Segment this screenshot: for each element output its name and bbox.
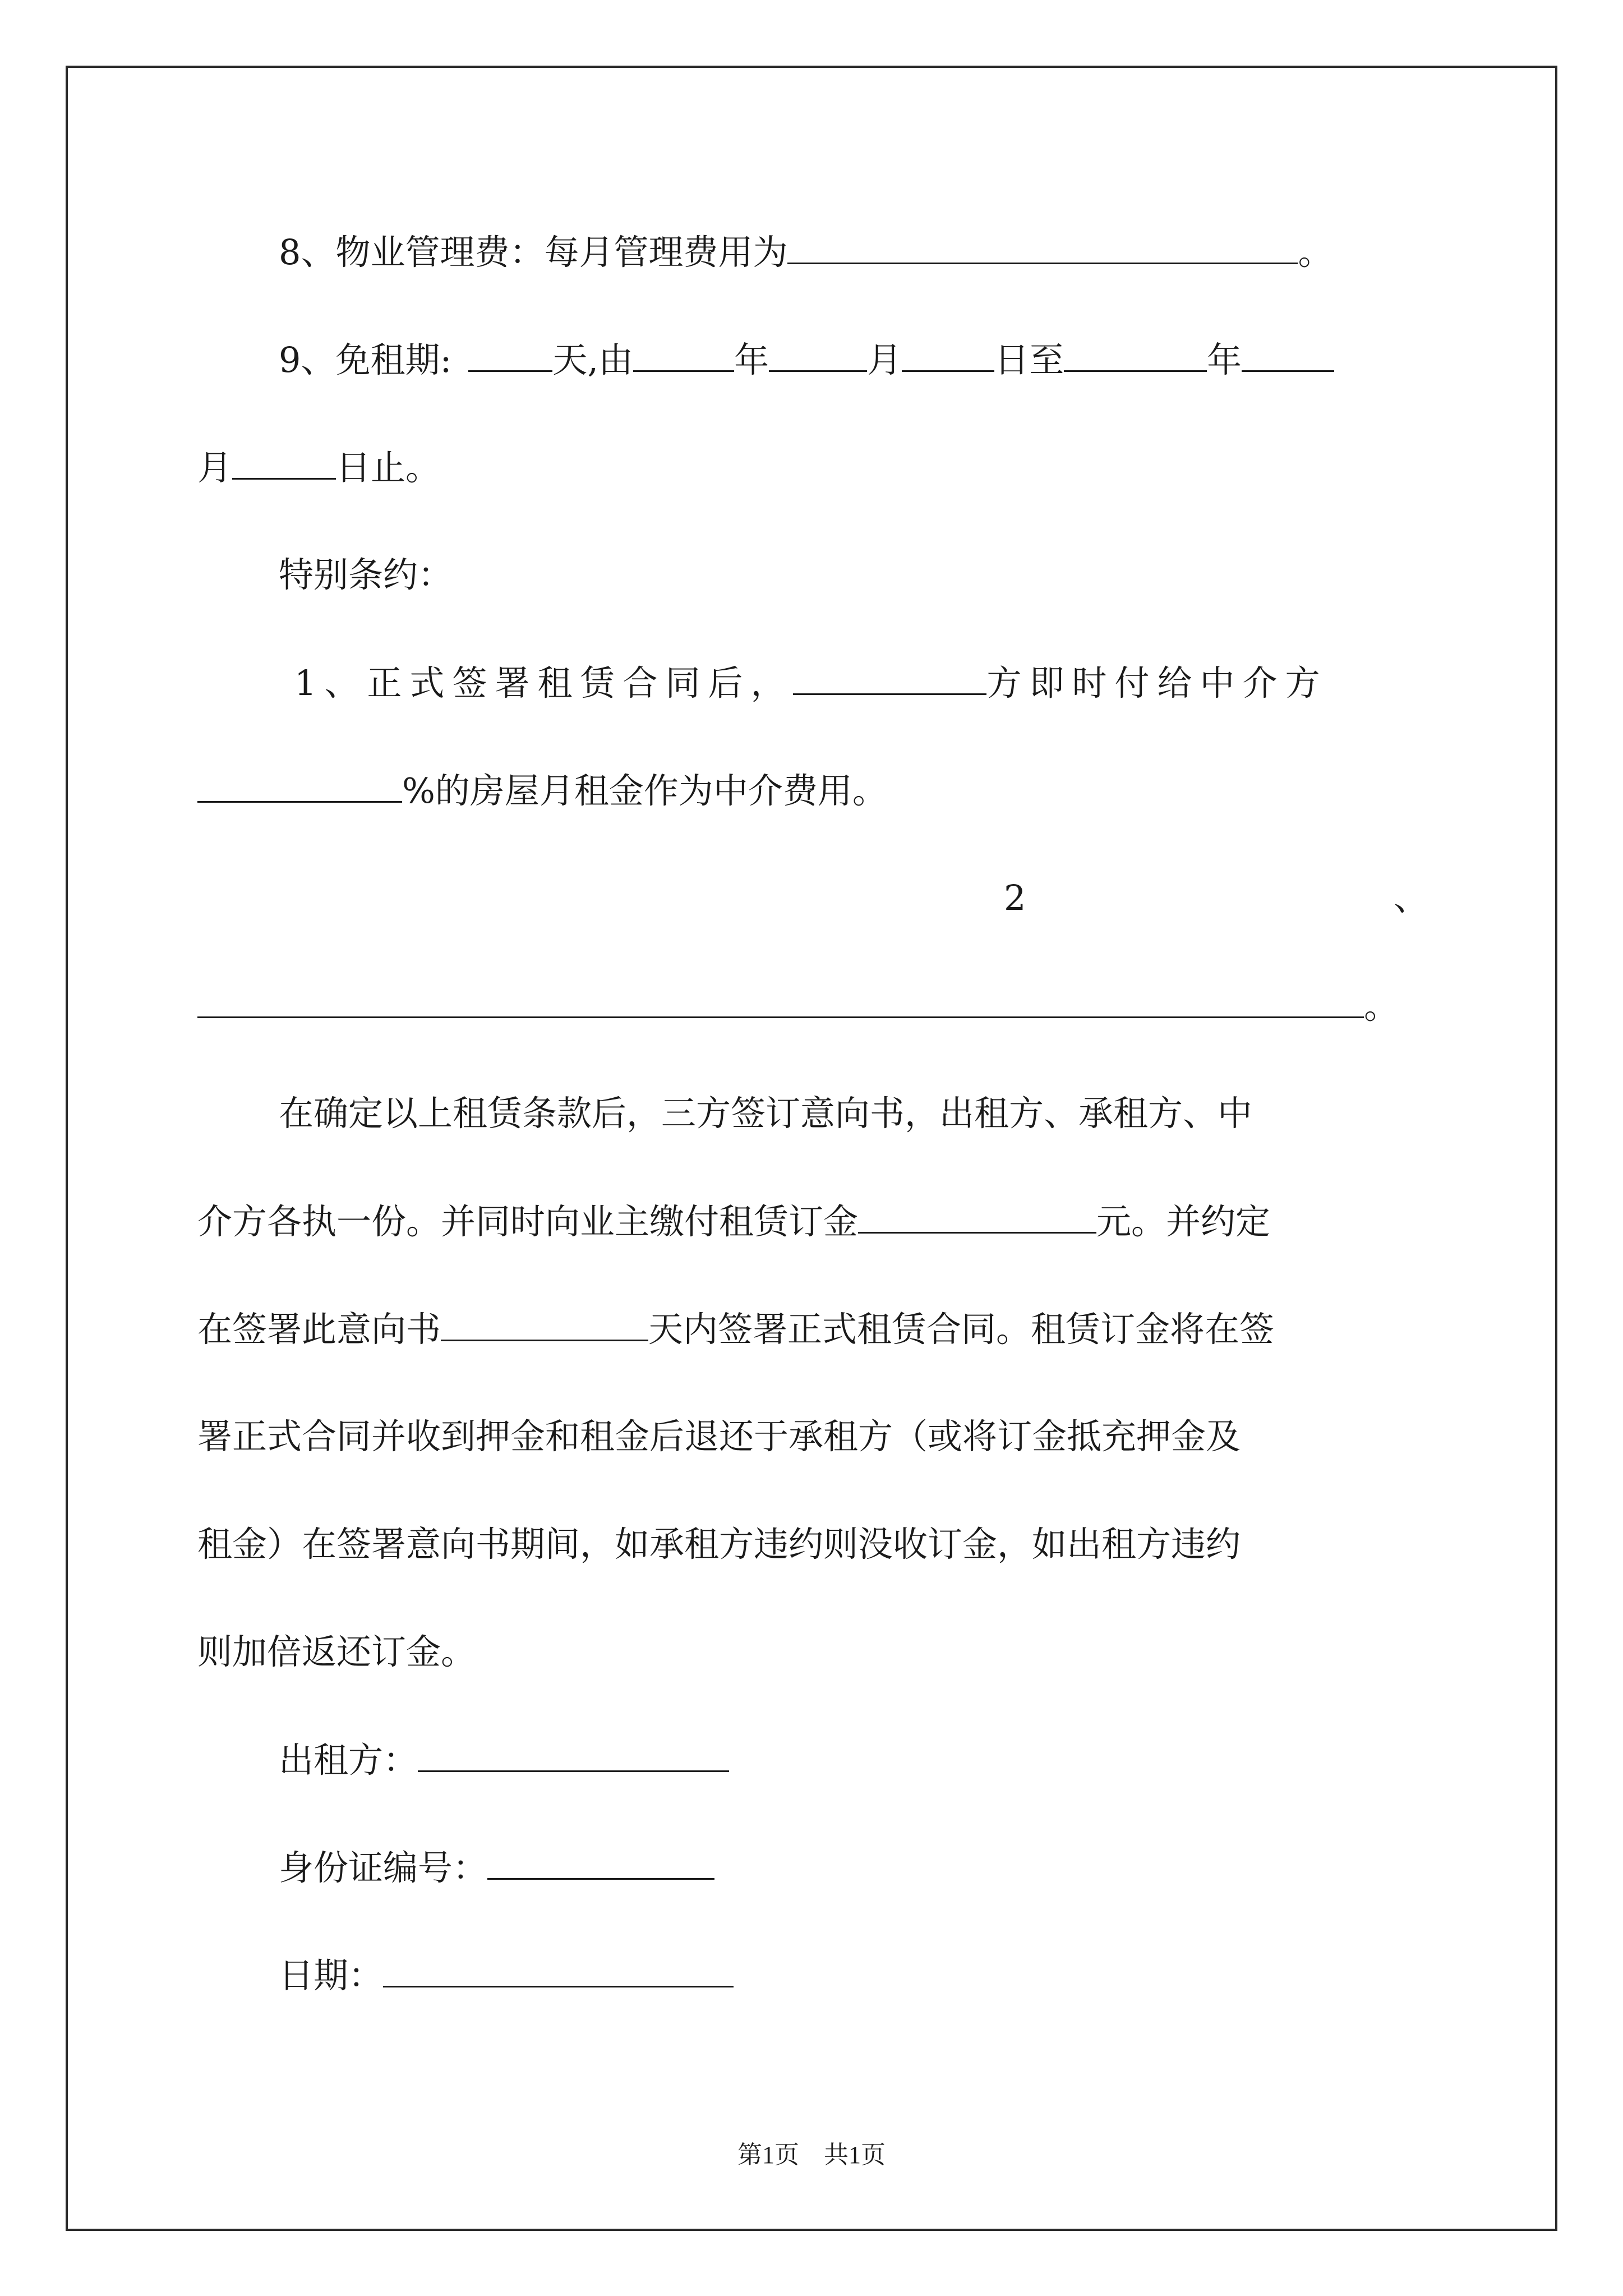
date-label: 日期：	[279, 1955, 384, 1996]
start-year-blank	[633, 342, 734, 372]
clause-9-label: 9、免租期:	[279, 339, 452, 380]
end-year-blank	[1064, 342, 1207, 372]
id-number-line	[279, 1847, 714, 1888]
special-item-1-text-c: %的房屋月租金作为中介费用。	[402, 770, 887, 811]
lessor-line	[279, 1742, 729, 1778]
clause-8-end: 。	[1298, 232, 1333, 273]
date-blank	[383, 1958, 734, 1987]
special-item-2-line	[197, 986, 1399, 1027]
clause-9-month1: 月	[867, 339, 902, 380]
paragraph-line-2	[197, 1201, 1271, 1242]
clause-9-year1: 年	[734, 339, 769, 380]
paragraph-line-2-b: 元。并约定	[1096, 1201, 1271, 1242]
clause-8-label: 8、物业管理费：每月管理费用为	[279, 232, 788, 273]
special-terms-heading: 特别条约：	[279, 554, 453, 595]
paragraph-line-2-a: 介方各执一份。并同时向业主缴付租赁订金	[197, 1201, 859, 1242]
end-month-blank	[1242, 342, 1334, 372]
special-item-1-text-b: 方即时付给中介方	[986, 662, 1328, 703]
clause-8	[279, 232, 1333, 273]
end-day-blank	[232, 450, 336, 480]
clause-9-year2: 年	[1207, 339, 1242, 380]
paragraph-line-3-a: 在签署此意向书	[197, 1309, 441, 1350]
clause-9-month2: 月	[197, 447, 233, 488]
special-item-1-text-a: 1、正式签署租赁合同后，	[294, 662, 794, 703]
commission-percent-blank	[197, 773, 402, 803]
special-item-1	[294, 662, 1328, 703]
date-line	[279, 1955, 734, 1996]
clause-9-end: 日止。	[336, 447, 441, 488]
paragraph-line-3-b: 天内签署正式租赁合同。租赁订金将在签	[648, 1309, 1275, 1350]
management-fee-blank	[787, 234, 1298, 264]
deposit-amount-blank	[858, 1204, 1096, 1234]
paragraph-line-3	[197, 1309, 1275, 1350]
id-number-label: 身份证编号：	[279, 1847, 488, 1888]
signing-days-blank	[441, 1312, 648, 1341]
clause-9-day-word: 天,由	[552, 339, 634, 380]
special-item-2-separator: 、	[1394, 877, 1429, 918]
start-month-blank	[769, 342, 867, 372]
special-item-2-number: 2	[1004, 877, 1026, 918]
paragraph-line-6: 则加倍返还订金。	[197, 1631, 476, 1672]
page-border	[66, 66, 1557, 2231]
payer-party-blank	[793, 665, 986, 695]
paragraph-line-1: 在确定以上租赁条款后，三方签订意向书，出租方、承租方、中	[279, 1093, 1253, 1134]
lessor-label: 出租方：	[279, 1740, 418, 1780]
paragraph-line-5: 租金）在签署意向书期间，如承租方违约则没收订金，如出租方违约	[197, 1524, 1241, 1565]
clause-9	[279, 339, 1334, 380]
special-item-2-end: 。	[1364, 986, 1399, 1027]
special-item-1-continued	[197, 770, 887, 811]
page-number: 第1页 共1页	[737, 2141, 886, 2169]
clause-9-continued	[197, 447, 441, 488]
paragraph-line-4: 署正式合同并收到押金和租金后退还于承租方（或将订金抵充押金及	[197, 1416, 1241, 1457]
special-item-2-blank	[197, 988, 1364, 1018]
rent-free-days-blank	[468, 342, 552, 372]
clause-9-day1: 日至	[994, 339, 1064, 380]
start-day-blank	[902, 342, 994, 372]
lessor-blank	[418, 1742, 729, 1772]
id-number-blank	[487, 1850, 714, 1880]
